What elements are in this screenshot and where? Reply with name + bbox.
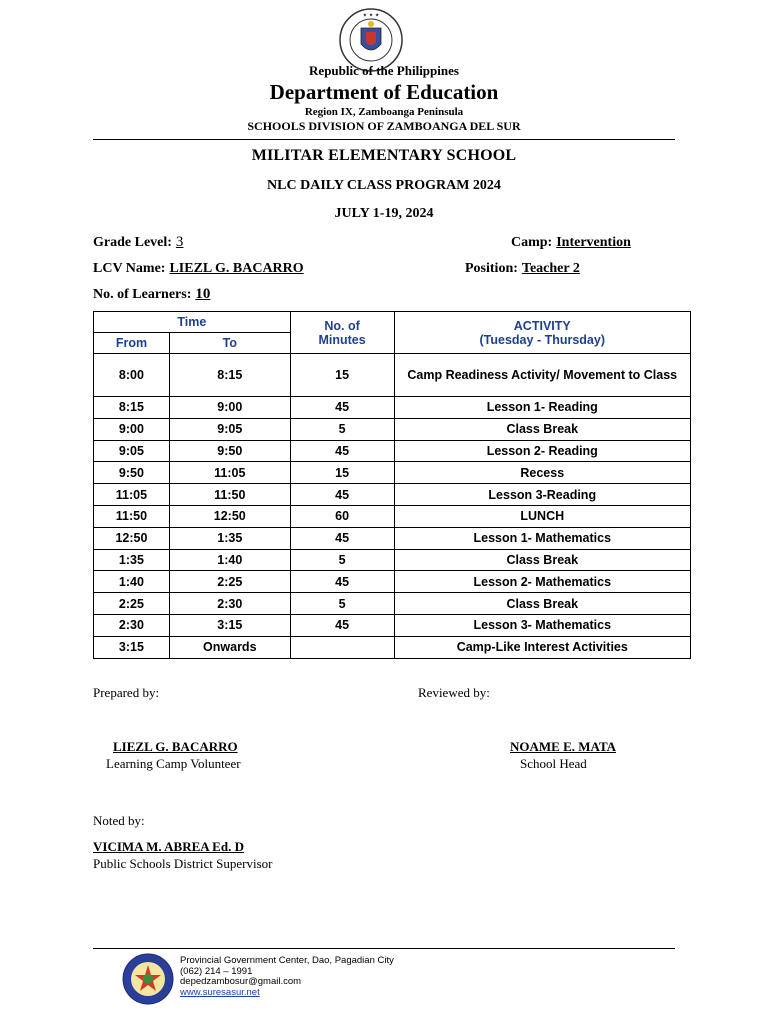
to-cell: 11:05 — [169, 462, 290, 484]
from-cell: 8:15 — [94, 397, 170, 419]
activity-cell: Class Break — [394, 593, 690, 615]
activity-cell: Lesson 1- Reading — [394, 397, 690, 419]
school-name: MILITAR ELEMENTARY SCHOOL — [251, 147, 517, 164]
activity-cell: Class Break — [394, 549, 690, 571]
minutes-cell: 5 — [290, 418, 394, 440]
to-cell: 2:30 — [169, 593, 290, 615]
to-cell: 11:50 — [169, 484, 290, 506]
activity-header — [394, 312, 690, 354]
activity-cell: Recess — [394, 462, 690, 484]
from-cell: 11:05 — [94, 484, 170, 506]
minutes-cell: 15 — [290, 354, 394, 397]
to-header: To — [169, 333, 290, 354]
table-row — [94, 549, 691, 571]
to-cell: 8:15 — [169, 354, 290, 397]
footer-website-link[interactable]: www.suresasur.net — [180, 986, 260, 998]
camp-value: Intervention — [556, 235, 631, 250]
activity-cell: Lesson 1- Mathematics — [394, 527, 690, 549]
to-cell: 9:00 — [169, 397, 290, 419]
lcv-value: LIEZL G. BACARRO — [169, 261, 304, 276]
header-divider — [93, 139, 675, 140]
from-cell: 2:30 — [94, 614, 170, 636]
minutes-cell: 45 — [290, 440, 394, 462]
table-row — [94, 527, 691, 549]
table-row — [94, 505, 691, 527]
minutes-cell: 45 — [290, 614, 394, 636]
position — [465, 259, 580, 277]
from-cell: 2:25 — [94, 593, 170, 615]
time-header: Time — [94, 312, 291, 333]
from-cell: 1:35 — [94, 549, 170, 571]
footer-address: Provincial Government Center, Dao, Pagadian City — [180, 955, 394, 966]
from-cell: 12:50 — [94, 527, 170, 549]
noted-name: VICIMA M. ABREA Ed. D — [93, 839, 244, 854]
minutes-cell: 45 — [290, 527, 394, 549]
region-line: Region IX, Zamboanga Peninsula — [304, 106, 464, 118]
department-title: Department of Education — [269, 80, 499, 104]
minutes-cell: 60 — [290, 505, 394, 527]
camp — [511, 233, 631, 251]
division-line: SCHOOLS DIVISION OF ZAMBOANGA DEL SUR — [247, 119, 521, 133]
division-seal-icon — [122, 953, 174, 1005]
from-cell: 9:50 — [94, 462, 170, 484]
footer-email: depedzambosur@gmail.com — [180, 976, 302, 987]
reviewed-role: School Head — [520, 756, 587, 771]
activity-cell: Lesson 3- Mathematics — [394, 614, 690, 636]
svg-text:★ ★ ★: ★ ★ ★ — [362, 12, 380, 19]
footer-divider — [93, 948, 675, 949]
minutes-cell: 5 — [290, 549, 394, 571]
minutes-header — [290, 312, 394, 354]
minutes-cell: 45 — [290, 484, 394, 506]
footer-phone: (062) 214 – 1991 — [180, 965, 253, 977]
reviewed-name: NOAME E. MATA — [510, 739, 617, 754]
activity-cell: Camp-Like Interest Activities — [394, 636, 690, 658]
activity-cell: Class Break — [394, 418, 690, 440]
republic-line: Republic of the Philippines — [309, 63, 459, 78]
from-header: From — [94, 333, 170, 354]
to-cell: 9:05 — [169, 418, 290, 440]
minutes-header-line2: Minutes — [318, 332, 366, 347]
activity-header-line2: (Tuesday - Thursday) — [479, 332, 605, 347]
minutes-header-line1: No. of — [324, 318, 360, 333]
grade-label: Grade Level: — [93, 235, 172, 250]
table-row — [94, 593, 691, 615]
footer-contact — [180, 956, 394, 998]
from-cell: 1:40 — [94, 571, 170, 593]
position-value: Teacher 2 — [521, 261, 580, 276]
noted-label: Noted by: — [93, 813, 145, 828]
minutes-cell: 45 — [290, 571, 394, 593]
from-cell: 9:05 — [94, 440, 170, 462]
learners — [93, 285, 210, 303]
table-row — [94, 462, 691, 484]
lcv-name — [93, 259, 304, 277]
grade-value: 3 — [175, 234, 184, 250]
table-row — [94, 354, 691, 397]
minutes-cell: 5 — [290, 593, 394, 615]
to-cell: 1:40 — [169, 549, 290, 571]
from-cell: 9:00 — [94, 418, 170, 440]
to-cell: 1:35 — [169, 527, 290, 549]
table-row — [94, 636, 691, 658]
from-cell: 3:15 — [94, 636, 170, 658]
table-row — [94, 397, 691, 419]
learners-value: 10 — [195, 286, 211, 302]
reviewed-label: Reviewed by: — [418, 685, 490, 700]
schedule-table — [93, 311, 691, 659]
camp-label: Camp: — [511, 235, 553, 250]
from-cell: 8:00 — [94, 354, 170, 397]
program-title: NLC DAILY CLASS PROGRAM 2024 — [267, 178, 501, 193]
activity-cell: Camp Readiness Activity/ Movement to Class — [394, 354, 690, 397]
to-cell: Onwards — [169, 636, 290, 658]
program-dates: JULY 1-19, 2024 — [334, 206, 434, 221]
grade-level — [93, 233, 183, 251]
activity-cell: Lesson 2- Reading — [394, 440, 690, 462]
prepared-label: Prepared by: — [93, 685, 160, 700]
activity-cell: Lesson 3-Reading — [394, 484, 690, 506]
noted-role: Public Schools District Supervisor — [93, 856, 273, 871]
table-row — [94, 614, 691, 636]
to-cell: 3:15 — [169, 614, 290, 636]
table-row — [94, 440, 691, 462]
table-row — [94, 484, 691, 506]
prepared-role: Learning Camp Volunteer — [106, 756, 241, 771]
minutes-cell — [290, 636, 394, 658]
minutes-cell: 45 — [290, 397, 394, 419]
table-row — [94, 571, 691, 593]
table-row — [94, 418, 691, 440]
to-cell: 2:25 — [169, 571, 290, 593]
to-cell: 12:50 — [169, 505, 290, 527]
from-cell: 11:50 — [94, 505, 170, 527]
activity-cell: LUNCH — [394, 505, 690, 527]
position-label: Position: — [465, 261, 518, 276]
prepared-name: LIEZL G. BACARRO — [113, 739, 238, 754]
lcv-label: LCV Name: — [93, 261, 166, 276]
activity-cell: Lesson 2- Mathematics — [394, 571, 690, 593]
minutes-cell: 15 — [290, 462, 394, 484]
to-cell: 9:50 — [169, 440, 290, 462]
learners-label: No. of Learners: — [93, 287, 192, 302]
activity-header-line1: ACTIVITY — [513, 318, 571, 333]
